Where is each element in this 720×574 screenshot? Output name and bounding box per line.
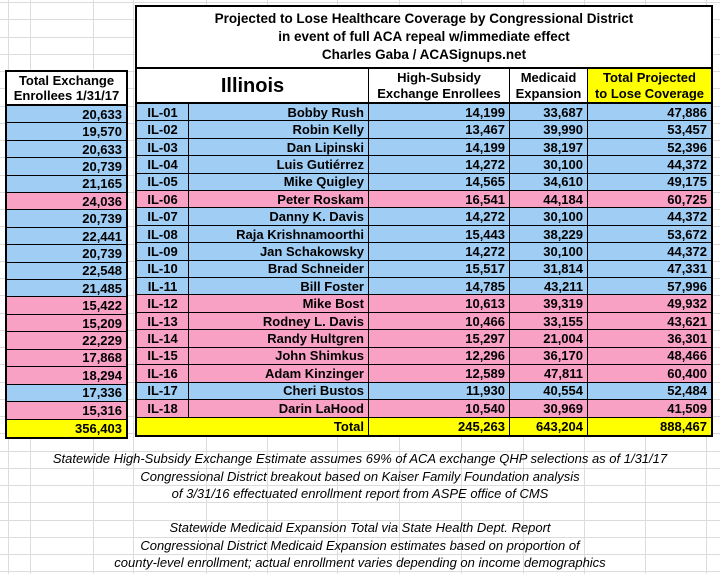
total-projected-cell[interactable]: 57,996 (588, 278, 711, 294)
district-row[interactable] (137, 278, 711, 295)
district-code-cell[interactable]: IL-13 (137, 313, 189, 329)
left-table-row[interactable] (7, 350, 126, 367)
representative-name-cell[interactable]: Mike Bost (189, 295, 369, 311)
representative-name-cell[interactable]: Bill Foster (189, 278, 369, 294)
district-code-cell[interactable]: IL-11 (137, 278, 189, 294)
medicaid-expansion-cell[interactable]: 21,004 (510, 330, 588, 346)
district-row[interactable] (137, 226, 711, 243)
left-table-row[interactable] (7, 245, 126, 262)
high-subsidy-cell[interactable]: 10,540 (369, 400, 510, 417)
left-table-row[interactable] (7, 141, 126, 158)
high-subsidy-total-cell[interactable]: 245,263 (369, 418, 510, 434)
high-subsidy-cell[interactable]: 14,272 (369, 156, 510, 172)
total-label-cell[interactable]: Total (137, 418, 369, 434)
exchange-enrollees-cell[interactable]: 20,739 (7, 158, 126, 174)
left-table-row[interactable] (7, 210, 126, 227)
representative-name-cell[interactable]: Luis Gutiérrez (189, 156, 369, 172)
total-projected-cell[interactable]: 48,466 (588, 348, 711, 364)
representative-name-cell[interactable]: Brad Schneider (189, 261, 369, 277)
high-subsidy-cell[interactable]: 14,272 (369, 208, 510, 224)
representative-name-cell[interactable]: Jan Schakowsky (189, 243, 369, 259)
total-projected-cell[interactable]: 43,621 (588, 313, 711, 329)
exchange-enrollees-cell[interactable]: 20,633 (7, 141, 126, 157)
representative-name-cell[interactable]: Rodney L. Davis (189, 313, 369, 329)
exchange-enrollees-cell[interactable]: 22,548 (7, 263, 126, 279)
left-table-row[interactable] (7, 332, 126, 349)
exchange-enrollees-cell[interactable]: 17,336 (7, 385, 126, 401)
table-title-line1: Projected to Lose Healthcare Coverage by Congressional District (214, 11, 634, 26)
medicaid-header-cell (510, 69, 588, 102)
exchange-enrollees-cell[interactable]: 22,441 (7, 228, 126, 244)
medicaid-expansion-cell[interactable]: 30,100 (510, 208, 588, 224)
representative-name-cell[interactable]: Darin LaHood (189, 400, 369, 417)
high-subsidy-cell[interactable]: 15,297 (369, 330, 510, 346)
district-row[interactable] (137, 330, 711, 347)
exchange-enrollees-cell[interactable]: 15,209 (7, 315, 126, 331)
exchange-enrollees-cell[interactable]: 20,739 (7, 245, 126, 261)
representative-name-cell[interactable]: John Shimkus (189, 348, 369, 364)
footnote-line: county-level enrollment; actual enrollment varies depending on income demographics (114, 555, 606, 570)
district-code-cell[interactable]: IL-07 (137, 208, 189, 224)
district-code-cell[interactable]: IL-18 (137, 400, 189, 417)
footnote-line: Statewide High-Subsidy Exchange Estimate assumes 69% of ACA exchange QHP selections as of 1/31/17 (52, 451, 668, 466)
exchange-enrollees-cell[interactable]: 21,485 (7, 280, 126, 296)
medicaid-expansion-cell[interactable]: 30,969 (510, 400, 588, 417)
district-code-cell[interactable]: IL-15 (137, 348, 189, 364)
medicaid-total-cell[interactable]: 643,204 (510, 418, 588, 434)
table-title (137, 7, 711, 69)
district-row[interactable] (137, 208, 711, 225)
district-code-cell[interactable]: IL-17 (137, 383, 189, 399)
high-subsidy-header-line1: High-Subsidy (397, 70, 481, 85)
district-code-cell[interactable]: IL-06 (137, 191, 189, 207)
total-exchange-enrollees-header (7, 72, 126, 106)
total-projected-cell[interactable]: 44,372 (588, 156, 711, 172)
high-subsidy-cell[interactable]: 12,589 (369, 365, 510, 381)
representative-name-cell[interactable]: Peter Roskam (189, 191, 369, 207)
representative-name-cell[interactable]: Robin Kelly (189, 121, 369, 137)
medicaid-expansion-cell[interactable]: 43,211 (510, 278, 588, 294)
left-table-row[interactable] (7, 385, 126, 402)
district-row[interactable] (137, 400, 711, 417)
high-subsidy-cell[interactable]: 14,785 (369, 278, 510, 294)
exchange-enrollees-cell[interactable]: 17,868 (7, 350, 126, 366)
footnote-line: of 3/31/16 effectuated enrollment report from ASPE office of CMS (171, 486, 549, 501)
high-subsidy-header-cell (369, 69, 510, 102)
exchange-enrollees-cell[interactable]: 21,165 (7, 176, 126, 192)
left-table-row[interactable] (7, 315, 126, 332)
left-table-row[interactable] (7, 367, 126, 384)
exchange-enrollees-cell[interactable]: 24,036 (7, 193, 126, 209)
total-projected-header-line1: Total Projected (603, 70, 696, 85)
representative-name-cell[interactable]: Bobby Rush (189, 104, 369, 120)
medicaid-expansion-cell[interactable]: 39,319 (510, 295, 588, 311)
district-code-cell[interactable]: IL-10 (137, 261, 189, 277)
left-table-row[interactable] (7, 106, 126, 123)
medicaid-expansion-cell[interactable]: 30,100 (510, 243, 588, 259)
left-table-row[interactable] (7, 193, 126, 210)
total-projected-cell[interactable]: 44,372 (588, 243, 711, 259)
left-header-line1: Total Exchange (18, 73, 115, 88)
left-table-row[interactable] (7, 158, 126, 175)
left-table-row[interactable] (7, 176, 126, 193)
left-header-line2: Enrollees 1/31/17 (13, 88, 120, 103)
district-code-cell[interactable]: IL-05 (137, 174, 189, 190)
medicaid-expansion-cell[interactable]: 34,610 (510, 174, 588, 190)
medicaid-header-line1: Medicaid (520, 70, 577, 85)
representative-name-cell[interactable]: Raja Krishnamoorthi (189, 226, 369, 242)
district-row[interactable] (137, 383, 711, 400)
total-projected-cell[interactable]: 52,396 (588, 139, 711, 155)
table-title-line3: Charles Gaba / ACASignups.net (321, 47, 527, 62)
high-subsidy-cell[interactable]: 10,466 (369, 313, 510, 329)
medicaid-expansion-cell[interactable]: 44,184 (510, 191, 588, 207)
district-row[interactable] (137, 365, 711, 382)
exchange-enrollees-cell[interactable]: 18,294 (7, 367, 126, 383)
total-projected-cell[interactable]: 47,331 (588, 261, 711, 277)
gridline-horizontal (0, 502, 720, 503)
total-projected-cell[interactable]: 53,457 (588, 121, 711, 137)
state-header-cell: Illinois (137, 69, 369, 102)
high-subsidy-cell[interactable]: 14,199 (369, 104, 510, 120)
district-row[interactable] (137, 348, 711, 365)
district-code-cell[interactable]: IL-04 (137, 156, 189, 172)
representative-name-cell[interactable]: Cheri Bustos (189, 383, 369, 399)
left-table-row[interactable] (7, 123, 126, 140)
high-subsidy-header-line2: Exchange Enrollees (377, 85, 501, 101)
medicaid-expansion-cell[interactable]: 47,811 (510, 365, 588, 381)
medicaid-expansion-cell[interactable]: 36,170 (510, 348, 588, 364)
exchange-enrollees-cell[interactable]: 20,739 (7, 210, 126, 226)
district-row[interactable] (137, 261, 711, 278)
district-code-cell[interactable]: IL-08 (137, 226, 189, 242)
representative-name-cell[interactable]: Adam Kinzinger (189, 365, 369, 381)
total-projected-cell[interactable]: 60,725 (588, 191, 711, 207)
representative-name-cell[interactable]: Danny K. Davis (189, 208, 369, 224)
high-subsidy-cell[interactable]: 12,296 (369, 348, 510, 364)
medicaid-expansion-cell[interactable]: 38,197 (510, 139, 588, 155)
district-row[interactable] (137, 295, 711, 312)
total-projected-cell[interactable]: 44,372 (588, 208, 711, 224)
total-projected-cell[interactable]: 36,301 (588, 330, 711, 346)
district-row[interactable] (137, 174, 711, 191)
exchange-enrollees-cell[interactable]: 15,422 (7, 297, 126, 313)
footnote-line: Congressional District breakout based on Kaiser Family Foundation analysis (140, 468, 580, 484)
district-code-cell[interactable]: IL-09 (137, 243, 189, 259)
district-row[interactable] (137, 313, 711, 330)
exchange-enrollees-cell[interactable]: 20,633 (7, 106, 126, 122)
left-table-row[interactable] (7, 263, 126, 280)
medicaid-header-line2: Expansion (515, 85, 582, 101)
total-projected-header-cell (588, 69, 711, 102)
high-subsidy-cell[interactable]: 14,199 (369, 139, 510, 155)
medicaid-expansion-cell[interactable]: 40,554 (510, 383, 588, 399)
exchange-enrollees-total-cell[interactable]: 356,403 (7, 420, 126, 436)
total-projected-cell[interactable]: 41,509 (588, 400, 711, 417)
total-projected-cell[interactable]: 60,400 (588, 365, 711, 381)
medicaid-expansion-cell[interactable]: 33,155 (510, 313, 588, 329)
footnote-line: Statewide Medicaid Expansion Total via State Health Dept. Report (169, 520, 551, 535)
total-projected-cell[interactable]: 49,175 (588, 174, 711, 190)
exchange-enrollees-cell[interactable]: 15,316 (7, 402, 126, 419)
high-subsidy-cell[interactable]: 14,565 (369, 174, 510, 190)
medicaid-expansion-cell[interactable]: 30,100 (510, 156, 588, 172)
district-code-cell[interactable]: IL-01 (137, 104, 189, 120)
medicaid-expansion-cell[interactable]: 31,814 (510, 261, 588, 277)
grand-total-row[interactable] (137, 417, 711, 434)
district-code-cell[interactable]: IL-12 (137, 295, 189, 311)
left-table-row[interactable] (7, 402, 126, 419)
high-subsidy-cell[interactable]: 15,517 (369, 261, 510, 277)
exchange-enrollees-cell[interactable]: 19,570 (7, 123, 126, 139)
total-projected-cell[interactable]: 52,484 (588, 383, 711, 399)
district-row[interactable] (137, 104, 711, 121)
medicaid-expansion-cell[interactable]: 33,687 (510, 104, 588, 120)
district-code-cell[interactable]: IL-02 (137, 121, 189, 137)
high-subsidy-cell[interactable]: 10,613 (369, 295, 510, 311)
left-table-row[interactable] (7, 280, 126, 297)
left-table-row[interactable] (7, 297, 126, 314)
high-subsidy-cell[interactable]: 13,467 (369, 121, 510, 137)
district-row[interactable] (137, 191, 711, 208)
gridline-horizontal (0, 2, 720, 3)
high-subsidy-cell[interactable]: 16,541 (369, 191, 510, 207)
total-exchange-enrollees-table (5, 70, 128, 439)
district-code-cell[interactable]: IL-16 (137, 365, 189, 381)
district-code-cell[interactable]: IL-03 (137, 139, 189, 155)
high-subsidy-cell[interactable]: 15,443 (369, 226, 510, 242)
total-projected-total-cell[interactable]: 888,467 (588, 418, 711, 434)
total-projected-cell[interactable]: 47,886 (588, 104, 711, 120)
medicaid-expansion-cell[interactable]: 38,229 (510, 226, 588, 242)
high-subsidy-cell[interactable]: 14,272 (369, 243, 510, 259)
district-row[interactable] (137, 139, 711, 156)
coverage-loss-table (135, 5, 713, 437)
district-row[interactable] (137, 121, 711, 138)
table-title-line2: in event of full ACA repeal w/immediate effect (278, 29, 570, 44)
total-projected-cell[interactable]: 53,672 (588, 226, 711, 242)
exchange-enrollees-cell[interactable]: 22,229 (7, 332, 126, 348)
column-headers-row (137, 69, 711, 104)
representative-name-cell[interactable]: Randy Hultgren (189, 330, 369, 346)
district-rows (137, 104, 711, 417)
footnote-line: Congressional District Medicaid Expansion estimates based on proportion of (140, 537, 580, 553)
district-row[interactable] (137, 156, 711, 173)
gridline-horizontal (0, 571, 720, 572)
left-total-row[interactable] (7, 419, 126, 436)
medicaid-expansion-cell[interactable]: 39,990 (510, 121, 588, 137)
representative-name-cell[interactable]: Mike Quigley (189, 174, 369, 190)
total-projected-header-line2: to Lose Coverage (594, 85, 705, 101)
left-table-row[interactable] (7, 228, 126, 245)
district-row[interactable] (137, 243, 711, 260)
high-subsidy-cell[interactable]: 11,930 (369, 383, 510, 399)
total-projected-cell[interactable]: 49,932 (588, 295, 711, 311)
district-code-cell[interactable]: IL-14 (137, 330, 189, 346)
representative-name-cell[interactable]: Dan Lipinski (189, 139, 369, 155)
left-table-rows (7, 106, 126, 419)
